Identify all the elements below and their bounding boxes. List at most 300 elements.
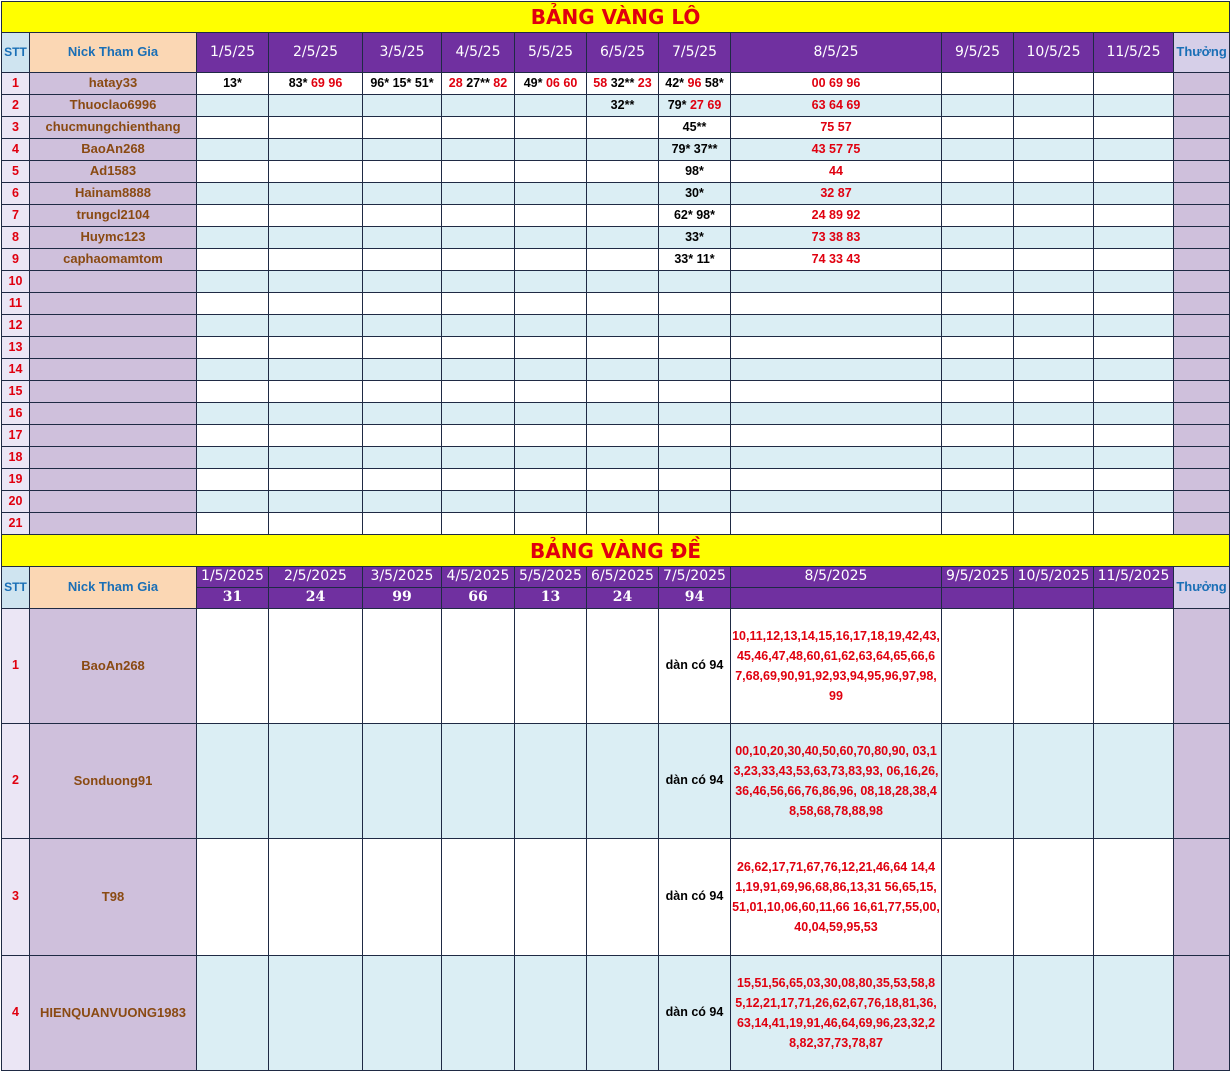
lo-pick-cell <box>269 271 363 293</box>
lo-pick-cell <box>363 403 442 425</box>
lo-pick-cell <box>1014 513 1094 535</box>
lo-table-row <box>2 513 1230 535</box>
lo-pick-cell <box>442 117 515 139</box>
lo-pick-cell <box>269 139 363 161</box>
lo-pick-cell <box>731 469 942 491</box>
lo-pick-cell <box>269 227 363 249</box>
lo-nick-cell <box>30 381 197 403</box>
de-table <box>1 534 1230 1071</box>
lo-pick-cell <box>442 469 515 491</box>
lo-nick-header: Nick Tham Gia <box>30 33 197 73</box>
lo-stt-cell: 20 <box>2 491 30 513</box>
lo-pick-number: 98* <box>685 163 704 178</box>
lo-pick-cell <box>363 293 442 315</box>
lo-pick-cell <box>942 205 1014 227</box>
lo-pick-cell <box>363 161 442 183</box>
lo-pick-cell <box>269 73 363 95</box>
lo-stt-cell: 2 <box>2 95 30 117</box>
lo-pick-cell <box>659 161 731 183</box>
lo-stt-cell: 5 <box>2 161 30 183</box>
lo-nick-cell <box>30 271 197 293</box>
lo-pick-cell <box>659 117 731 139</box>
lo-pick-cell <box>515 513 587 535</box>
de-pick-cell <box>1094 839 1174 956</box>
lo-pick-number: 13* <box>223 75 242 90</box>
lo-pick-cell <box>731 293 942 315</box>
lo-nick-cell: Thuoclao6996 <box>30 95 197 117</box>
lo-pick-cell <box>442 491 515 513</box>
lo-pick-cell <box>942 293 1014 315</box>
lo-pick-cell <box>1014 447 1094 469</box>
lo-pick-cell <box>1094 117 1174 139</box>
de-pick-cell <box>515 609 587 724</box>
de-note: dàn có 94 <box>665 773 724 788</box>
lo-pick-cell <box>942 359 1014 381</box>
lo-nick-cell <box>30 293 197 315</box>
de-pick-cell <box>197 724 269 839</box>
lo-pick-number: 23 <box>637 75 652 90</box>
lo-pick-number: 24 89 92 <box>811 207 861 222</box>
lo-pick-cell <box>363 469 442 491</box>
lo-pick-cell <box>1094 403 1174 425</box>
de-result-cell: 99 <box>363 588 442 609</box>
lo-pick-cell <box>1014 403 1094 425</box>
lo-reward-cell <box>1174 337 1230 359</box>
lo-pick-cell <box>731 249 942 271</box>
lo-pick-cell <box>442 425 515 447</box>
lo-reward-header: Thưởng <box>1174 33 1230 73</box>
lo-nick-cell: Hainam8888 <box>30 183 197 205</box>
lo-nick-cell <box>30 337 197 359</box>
lo-pick-cell <box>442 139 515 161</box>
lo-pick-cell <box>442 95 515 117</box>
lo-pick-cell <box>515 293 587 315</box>
lo-pick-cell <box>197 425 269 447</box>
de-pick-cell <box>442 956 515 1071</box>
lo-pick-cell <box>1014 491 1094 513</box>
lo-reward-cell <box>1174 491 1230 513</box>
lo-pick-cell <box>731 447 942 469</box>
lo-reward-cell <box>1174 205 1230 227</box>
de-note: dàn có 94 <box>665 1005 724 1020</box>
lo-pick-cell <box>731 381 942 403</box>
lo-pick-cell <box>587 227 659 249</box>
de-pick-cell <box>515 724 587 839</box>
lo-stt-cell: 4 <box>2 139 30 161</box>
lo-date-header: 11/5/25 <box>1094 33 1174 73</box>
lo-pick-number: 28 <box>448 75 467 90</box>
de-pick-cell <box>587 956 659 1071</box>
lo-pick-number: 74 33 43 <box>811 251 861 266</box>
lo-pick-cell <box>1094 337 1174 359</box>
lo-pick-cell <box>587 403 659 425</box>
lo-pick-cell <box>587 381 659 403</box>
lo-pick-cell <box>659 381 731 403</box>
lo-pick-cell <box>197 403 269 425</box>
lo-table-row <box>2 337 1230 359</box>
de-date-header: 1/5/2025 <box>197 567 269 588</box>
de-date-header: 4/5/2025 <box>442 567 515 588</box>
de-pick-cell <box>442 839 515 956</box>
lo-date-header: 6/5/25 <box>587 33 659 73</box>
lo-pick-number: 96 <box>687 75 705 90</box>
de-note: dàn có 94 <box>665 889 724 904</box>
lo-pick-cell <box>659 183 731 205</box>
de-date-header: 8/5/2025 <box>731 567 942 588</box>
lo-pick-cell <box>659 73 731 95</box>
lo-pick-cell <box>363 95 442 117</box>
de-result-cell: 24 <box>587 588 659 609</box>
lo-table-row <box>2 249 1230 271</box>
lo-table-row <box>2 425 1230 447</box>
lo-pick-cell <box>587 271 659 293</box>
lo-pick-cell <box>1094 359 1174 381</box>
de-number-list: 26,62,17,71,67,76,12,21,46,64 14,41,19,91,69,96,68,86,13,31 56,65,15,51,01,10,06,60,11,66 16,61,77,55,00,40,04,59,95,53 <box>731 839 942 956</box>
de-table-row <box>2 956 1230 1071</box>
lo-pick-cell <box>197 227 269 249</box>
lo-pick-cell <box>942 513 1014 535</box>
lo-pick-cell <box>515 227 587 249</box>
lo-reward-cell <box>1174 117 1230 139</box>
lo-pick-cell <box>269 491 363 513</box>
lo-table-row <box>2 183 1230 205</box>
lo-pick-number: 58* <box>704 75 724 90</box>
lo-pick-cell <box>442 513 515 535</box>
lo-pick-cell <box>197 139 269 161</box>
de-result-cell <box>1094 588 1174 609</box>
lo-pick-cell <box>363 271 442 293</box>
lo-pick-cell <box>942 381 1014 403</box>
lo-pick-cell <box>942 469 1014 491</box>
lo-pick-cell <box>731 425 942 447</box>
de-pick-cell <box>1094 609 1174 724</box>
lo-pick-cell <box>269 359 363 381</box>
lo-pick-cell <box>587 491 659 513</box>
lo-table-row <box>2 95 1230 117</box>
de-reward-cell <box>1174 956 1230 1071</box>
lo-pick-cell <box>197 447 269 469</box>
lo-pick-cell <box>731 205 942 227</box>
de-result-cell <box>731 588 942 609</box>
lo-pick-cell <box>442 161 515 183</box>
lo-table-row <box>2 491 1230 513</box>
lo-table-row <box>2 117 1230 139</box>
lo-pick-cell <box>269 249 363 271</box>
lo-pick-cell <box>515 337 587 359</box>
lo-pick-cell <box>442 403 515 425</box>
lo-pick-cell <box>1094 161 1174 183</box>
lo-pick-cell <box>442 447 515 469</box>
lo-reward-cell <box>1174 249 1230 271</box>
lo-pick-cell <box>659 359 731 381</box>
de-table-row <box>2 609 1230 724</box>
lo-pick-cell <box>442 73 515 95</box>
lo-pick-cell <box>587 447 659 469</box>
lo-pick-number: 43 57 75 <box>811 141 861 156</box>
lo-nick-cell <box>30 359 197 381</box>
lo-stt-cell: 6 <box>2 183 30 205</box>
lo-pick-cell <box>1094 381 1174 403</box>
lo-date-header: 3/5/25 <box>363 33 442 73</box>
de-pick-cell <box>659 839 731 956</box>
lo-table-row <box>2 447 1230 469</box>
lo-stt-cell: 14 <box>2 359 30 381</box>
lo-table-row <box>2 139 1230 161</box>
de-pick-cell <box>1014 724 1094 839</box>
lo-pick-cell <box>197 183 269 205</box>
lo-pick-cell <box>659 513 731 535</box>
de-nick-cell: Sonduong91 <box>30 724 197 839</box>
lo-pick-cell <box>1014 73 1094 95</box>
lo-pick-cell <box>197 271 269 293</box>
lo-reward-cell <box>1174 513 1230 535</box>
lo-pick-number: 79* 37** <box>671 141 718 156</box>
lo-pick-cell <box>442 337 515 359</box>
lo-stt-cell: 16 <box>2 403 30 425</box>
lo-pick-cell <box>515 161 587 183</box>
lo-pick-cell <box>269 403 363 425</box>
lo-reward-cell <box>1174 271 1230 293</box>
lo-nick-cell <box>30 513 197 535</box>
lo-pick-cell <box>587 337 659 359</box>
lo-pick-number: 69 96 <box>310 75 343 90</box>
lo-pick-cell <box>1014 315 1094 337</box>
lo-date-header: 2/5/25 <box>269 33 363 73</box>
de-stt-cell: 1 <box>2 609 30 724</box>
lo-pick-number: 82 <box>493 75 508 90</box>
lo-pick-cell <box>197 337 269 359</box>
lo-pick-cell <box>1014 205 1094 227</box>
lo-pick-cell <box>1014 293 1094 315</box>
lo-pick-cell <box>942 425 1014 447</box>
lo-pick-cell <box>587 425 659 447</box>
lo-pick-cell <box>942 491 1014 513</box>
lo-reward-cell <box>1174 161 1230 183</box>
lo-pick-cell <box>1014 139 1094 161</box>
de-pick-cell <box>659 609 731 724</box>
lo-pick-cell <box>942 227 1014 249</box>
de-table-row <box>2 724 1230 839</box>
lo-table-row <box>2 469 1230 491</box>
lo-reward-cell <box>1174 469 1230 491</box>
lo-pick-cell <box>1094 491 1174 513</box>
lo-pick-cell <box>442 183 515 205</box>
lo-pick-cell <box>515 117 587 139</box>
lo-table-row <box>2 381 1230 403</box>
lo-pick-cell <box>363 337 442 359</box>
lo-pick-cell <box>587 73 659 95</box>
de-result-cell: 13 <box>515 588 587 609</box>
lo-pick-number: 32** <box>610 97 635 112</box>
lo-nick-cell <box>30 425 197 447</box>
lo-pick-cell <box>197 95 269 117</box>
lo-pick-cell <box>442 271 515 293</box>
lo-pick-cell <box>587 513 659 535</box>
lo-nick-cell: Huymc123 <box>30 227 197 249</box>
lo-nick-cell <box>30 403 197 425</box>
lo-pick-cell <box>363 117 442 139</box>
lo-nick-cell <box>30 491 197 513</box>
de-number-list: 00,10,20,30,40,50,60,70,80,90, 03,13,23,33,43,53,63,73,83,93, 06,16,26,36,46,56,66,76,86,96, 08,18,28,38,48,58,68,78,88,98 <box>731 724 942 839</box>
lo-pick-cell <box>197 293 269 315</box>
de-pick-cell <box>269 956 363 1071</box>
lo-reward-cell <box>1174 359 1230 381</box>
lo-pick-cell <box>1094 271 1174 293</box>
de-number-list: 10,11,12,13,14,15,16,17,18,19,42,43,45,46,47,48,60,61,62,63,64,65,66,67,68,69,90,91,92,93,94,95,96,97,98,99 <box>731 609 942 724</box>
lo-pick-cell <box>363 447 442 469</box>
lo-table-row <box>2 227 1230 249</box>
lo-pick-cell <box>197 161 269 183</box>
lo-pick-cell <box>587 183 659 205</box>
de-number-list: 15,51,56,65,03,30,08,80,35,53,58,85,12,21,17,71,26,62,67,76,18,81,36,63,14,41,19,91,46,64,69,96,23,32,28,82,37,73,78,87 <box>731 956 942 1071</box>
lo-pick-cell <box>942 315 1014 337</box>
de-pick-cell <box>515 956 587 1071</box>
lo-pick-cell <box>515 249 587 271</box>
lo-pick-cell <box>942 249 1014 271</box>
de-stt-cell: 4 <box>2 956 30 1071</box>
lo-table <box>1 1 1230 535</box>
lo-pick-cell <box>515 469 587 491</box>
lo-pick-cell <box>515 315 587 337</box>
lo-pick-cell <box>269 161 363 183</box>
lo-pick-number: 83* <box>288 75 311 90</box>
lo-pick-cell <box>1094 293 1174 315</box>
lo-reward-cell <box>1174 425 1230 447</box>
lo-pick-cell <box>942 95 1014 117</box>
lo-pick-cell <box>1014 425 1094 447</box>
de-pick-cell <box>587 839 659 956</box>
de-pick-cell <box>197 609 269 724</box>
lo-pick-number: 33* 11* <box>674 251 715 266</box>
lo-pick-cell <box>659 403 731 425</box>
de-date-header: 2/5/2025 <box>269 567 363 588</box>
de-nick-header: Nick Tham Gia <box>30 567 197 609</box>
lo-nick-cell <box>30 447 197 469</box>
lo-nick-cell: chucmungchienthang <box>30 117 197 139</box>
de-date-header: 11/5/2025 <box>1094 567 1174 588</box>
lo-reward-cell <box>1174 381 1230 403</box>
lo-pick-cell <box>442 359 515 381</box>
lo-date-header: 9/5/25 <box>942 33 1014 73</box>
de-stt-cell: 3 <box>2 839 30 956</box>
lo-pick-cell <box>515 447 587 469</box>
lo-pick-cell <box>363 227 442 249</box>
lo-pick-number: 79* <box>667 97 690 112</box>
de-pick-cell <box>442 609 515 724</box>
lo-pick-cell <box>731 227 942 249</box>
lo-reward-cell <box>1174 139 1230 161</box>
de-pick-cell <box>363 839 442 956</box>
lo-pick-cell <box>659 227 731 249</box>
de-pick-cell <box>1094 956 1174 1071</box>
lo-stt-cell: 9 <box>2 249 30 271</box>
lo-pick-cell <box>363 205 442 227</box>
de-pick-cell <box>1014 956 1094 1071</box>
lo-pick-cell <box>659 425 731 447</box>
de-result-cell: 24 <box>269 588 363 609</box>
de-pick-cell <box>363 724 442 839</box>
lo-pick-cell <box>731 271 942 293</box>
lo-pick-cell <box>442 293 515 315</box>
lo-pick-cell <box>197 469 269 491</box>
lo-pick-number: 58 <box>593 75 611 90</box>
lo-stt-cell: 8 <box>2 227 30 249</box>
lo-pick-cell <box>515 95 587 117</box>
lo-pick-cell <box>587 117 659 139</box>
lo-pick-cell <box>442 381 515 403</box>
lo-pick-cell <box>515 491 587 513</box>
lo-pick-cell <box>442 205 515 227</box>
lo-pick-cell <box>942 403 1014 425</box>
lo-pick-cell <box>269 447 363 469</box>
lo-date-header: 4/5/25 <box>442 33 515 73</box>
lo-nick-cell: hatay33 <box>30 73 197 95</box>
lo-pick-cell <box>197 491 269 513</box>
lo-reward-cell <box>1174 447 1230 469</box>
lo-pick-cell <box>1014 359 1094 381</box>
lo-table-row <box>2 359 1230 381</box>
de-result-cell <box>1014 588 1094 609</box>
de-reward-cell <box>1174 839 1230 956</box>
lo-pick-cell <box>515 381 587 403</box>
de-pick-cell <box>587 609 659 724</box>
lo-pick-cell <box>1094 227 1174 249</box>
lo-pick-cell <box>515 183 587 205</box>
de-title: BẢNG VÀNG ĐỀ <box>2 535 1230 567</box>
de-date-header: 10/5/2025 <box>1014 567 1094 588</box>
de-pick-cell <box>363 956 442 1071</box>
lo-pick-cell <box>1094 249 1174 271</box>
lo-pick-number: 33* <box>685 229 704 244</box>
lo-date-header: 1/5/25 <box>197 33 269 73</box>
lo-pick-cell <box>197 381 269 403</box>
lo-pick-cell <box>197 117 269 139</box>
lo-pick-cell <box>942 183 1014 205</box>
lo-pick-cell <box>1014 271 1094 293</box>
lo-pick-cell <box>269 315 363 337</box>
de-result-cell: 94 <box>659 588 731 609</box>
lo-pick-cell <box>1094 95 1174 117</box>
lo-pick-cell <box>197 249 269 271</box>
lo-pick-cell <box>363 315 442 337</box>
lo-pick-number: 62* 98* <box>673 207 715 222</box>
de-pick-cell <box>942 609 1014 724</box>
lo-pick-cell <box>587 293 659 315</box>
lo-table-row <box>2 73 1230 95</box>
lo-pick-number: 73 38 83 <box>811 229 861 244</box>
lo-pick-cell <box>515 73 587 95</box>
lo-pick-cell <box>659 469 731 491</box>
de-nick-cell: T98 <box>30 839 197 956</box>
lo-pick-cell <box>942 447 1014 469</box>
lo-pick-cell <box>731 315 942 337</box>
lo-pick-cell <box>659 139 731 161</box>
lo-pick-cell <box>442 249 515 271</box>
de-pick-cell <box>1014 839 1094 956</box>
de-reward-cell <box>1174 609 1230 724</box>
lo-table-row <box>2 403 1230 425</box>
lo-pick-number: 00 69 96 <box>811 75 861 90</box>
lo-pick-cell <box>515 359 587 381</box>
lo-pick-cell <box>363 249 442 271</box>
lo-pick-cell <box>197 315 269 337</box>
de-date-header: 7/5/2025 <box>659 567 731 588</box>
lo-stt-cell: 1 <box>2 73 30 95</box>
de-stt-cell: 2 <box>2 724 30 839</box>
lo-pick-cell <box>1094 205 1174 227</box>
lo-pick-cell <box>659 205 731 227</box>
lo-pick-cell <box>1014 249 1094 271</box>
